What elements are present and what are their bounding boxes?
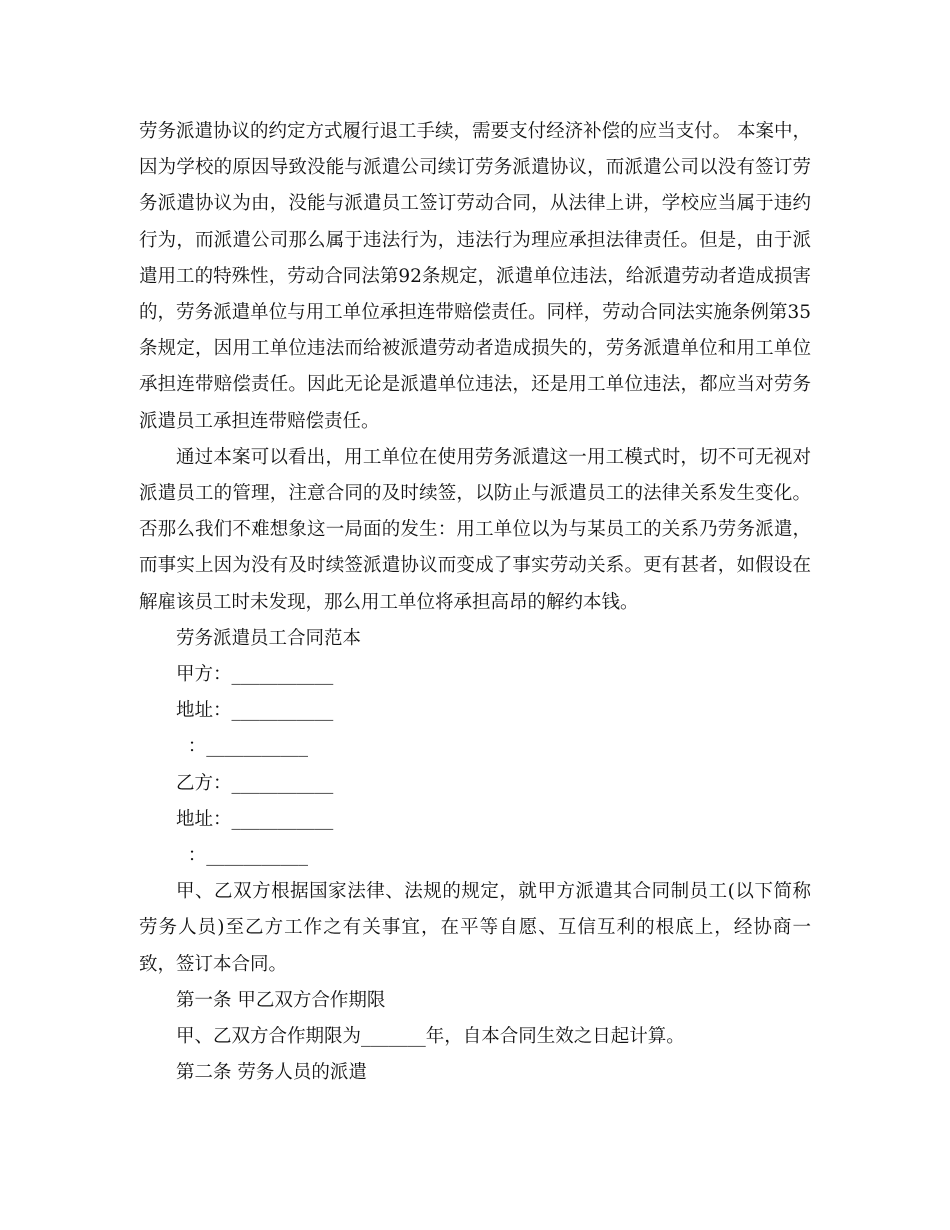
contract-title: 劳务派遣员工合同范本 [176, 627, 362, 649]
party-b-field: 乙方：___________ [176, 772, 334, 794]
paragraph-case-analysis: 劳务派遣协议的约定方式履行退工手续，需要支付经济补偿的应当支付。 本案中，因为学校的原因导致没能与派遣公司续订劳务派遣协议，而派遣公司以没有签订劳务派遣协议为由，没能与派遣员工签订劳动合同，从法律上讲，学校应当属于违约行为，而派遣公司那么属于违法行为，违法行为理应承担法律责任。但是，由于派遣用工的特殊性，劳动合同法第92条规定，派遣单位违法，给派遣劳动者造成损害的，劳务派遣单位与用工单位承担连带赔偿责任。同样，劳动合同法实施条例第35条规定，因用工单位违法而给被派遣劳动者造成损失的，劳务派遣单位和用工单位承担连带赔偿责任。因此无论是派遣单位违法，还是用工单位违法，都应当对劳务派遣员工承担连带赔偿责任。 [139, 121, 811, 432]
party-b-blank-field: ：___________ [176, 845, 309, 867]
party-b-address-field: 地址：___________ [176, 808, 334, 830]
contract-preamble: 甲、乙双方根据国家法律、法规的规定，就甲方派遣其合同制员工(以下简称劳务人员)至乙方工作之有关事宜，在平等自愿、互信互利的根底上，经协商一致，签订本合同。 [139, 881, 811, 975]
party-a-field: 甲方：___________ [176, 664, 334, 686]
party-a-blank-field: ：___________ [176, 736, 309, 758]
article-2-heading: 第二条 劳务人员的派遣 [176, 1062, 367, 1084]
article-1-heading: 第一条 甲乙双方合作期限 [176, 989, 386, 1011]
article-1-body: 甲、乙双方合作期限为_______年，自本合同生效之日起计算。 [176, 1026, 685, 1048]
document-page [139, 114, 811, 1091]
party-a-address-field: 地址：___________ [176, 700, 334, 722]
paragraph-conclusion: 通过本案可以看出，用工单位在使用劳务派遣这一用工模式时，切不可无视对派遣员工的管理，注意合同的及时续签，以防止与派遣员工的法律关系发生变化。否那么我们不难想象这一局面的发生：用工单位以为与某员工的关系乃劳务派遣，而事实上因为没有及时续签派遣协议而变成了事实劳动关系。更有甚者，如假设在解雇该员工时未发现，那么用工单位将承担高昂的解约本钱。 [139, 446, 811, 613]
